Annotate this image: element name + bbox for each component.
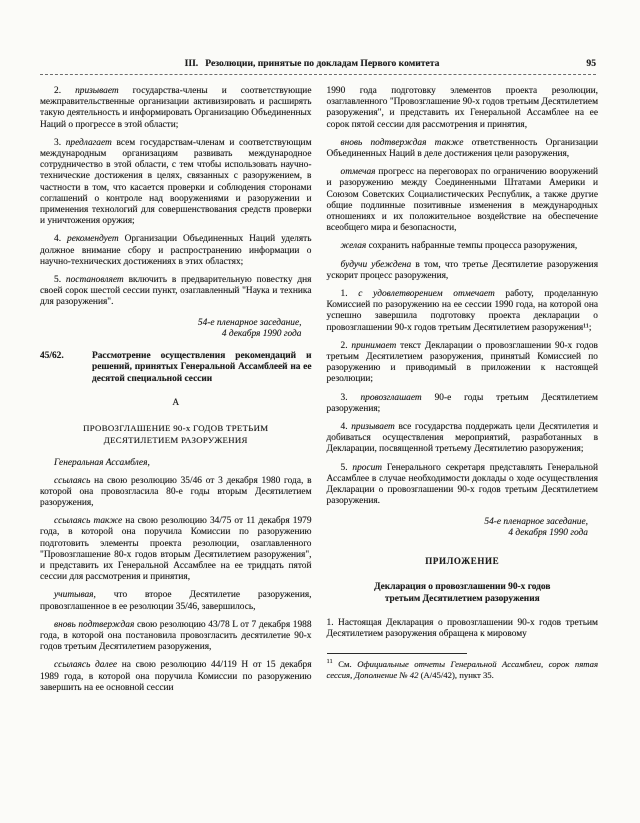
preambular-paragraph — [40, 516, 312, 583]
resolution-heading — [40, 351, 312, 386]
paragraph-lead: призывает — [347, 422, 395, 433]
paragraph-lead: предлагает — [61, 137, 112, 148]
paragraph-text: на свою резолюцию 34/75 от 11 декабря 1979 года, в которой она поручила Комиссии по разоружению подготовить элементы проекта резолюции, озаглавленного "Провозглашение 80-х годов вторым Десятилетием разоружения", и представить их Генеральной Ассамблее на ее тридцать пятой сессии для рассмотрения и принятия, — [40, 516, 312, 583]
paragraph-text: ответственность Организации Объединенных Наций в деле достижения цели разоружения, — [326, 137, 598, 160]
paragraph-lead: призывает — [61, 86, 119, 96]
annex-subtitle: Декларация о провозглашении 90-х годов третьим Десятилетием разоружения — [374, 581, 551, 604]
resolution-title: Рассмотрение осуществления рекомендаций и решений, принятых Генеральной Ассамблеей на ее десятой специальной сессии — [92, 350, 312, 384]
paragraph-lead: просит — [347, 462, 383, 473]
preambular-paragraph — [40, 660, 312, 694]
paragraph-text: что второе Десятилетие разоружения, провозглашенное в ее резолюции 35/46, завершилось, — [40, 590, 312, 612]
paragraph-text: свою резолюцию 43/78 L от 7 декабря 1988 года, в которой она постановила провозгласить десятилетие 90-х годов третьим Десятилетием разоружения, — [40, 619, 312, 653]
footnote — [327, 659, 599, 680]
two-column-text-body — [40, 86, 598, 823]
operative-paragraph-1 — [327, 289, 599, 334]
paragraph-lead: провозглашает — [347, 392, 422, 403]
paragraph-lead: ссылаясь также — [54, 516, 123, 527]
paragraph-lead: принимает — [347, 340, 397, 351]
footnote-prefix: См. — [332, 659, 358, 670]
paragraph-lead: желая — [340, 241, 367, 252]
preambular-paragraph — [327, 241, 599, 252]
footnote-separator-rule — [327, 653, 467, 654]
annex-paragraph-1 — [327, 618, 599, 640]
paragraph-lead: будучи убеждена — [340, 259, 412, 270]
paragraph-text: прогресс на переговорах по ограничению вооружений и разоружению между Соединенными Штатами Америки и Союзом Советских Социалистических Республик, а также другие общие подлинные позитивные изменения в международных отношениях и их положительное воздействие на обеспечение всеобщего мира и безопасности, — [326, 167, 598, 234]
preambular-paragraph — [40, 476, 312, 510]
paragraph-number: 5. — [54, 275, 62, 286]
running-head-text: Резолюции, принятые по докладам Первого комитета — [205, 58, 440, 69]
paragraph-text: Организации Объединенных Наций уделять должное внимание сбору и распространению информации о научно-технических достижениях в этих областях; — [40, 234, 312, 267]
paragraph-text: 90-е годы третьим Десятилетием разоружения; — [326, 392, 598, 414]
paragraph-lead: вновь подтверждая — [54, 619, 135, 630]
preambular-paragraph — [327, 138, 599, 160]
paragraph-text: Генерального секретаря представлять Генеральной Ассамблее в случае необходимости доклады о ходе осуществления Декларации о провозглашении 90-х годов третьим Десятилетием разоружения. — [326, 462, 598, 507]
operative-paragraph-2 — [40, 86, 312, 131]
paragraph-text: на свою резолюцию 44/119 H от 15 декабря 1989 года, в которой она поручила Комиссии по разоружению завершить на ее основной сессии — [40, 660, 312, 693]
footnote-text: (А/45/42), пункт 35. — [418, 669, 494, 680]
meeting-line: 54-е пленарное заседание, — [484, 516, 588, 527]
paragraph-lead: учитывая, — [54, 590, 96, 601]
running-header — [40, 58, 596, 69]
footnote-source-title: Официальные отчеты Генеральной Ассамблеи, сорок пятая сессия, Дополнение № 42 — [326, 659, 598, 680]
meeting-signature-block — [40, 318, 302, 341]
part-letter: А — [172, 398, 180, 409]
page-number: 95 — [586, 58, 596, 69]
part-title: ПРОВОЗГЛАШЕНИЕ 90-х ГОДОВ ТРЕТЬИМ ДЕСЯТИЛЕТИЕМ РАЗОРУЖЕНИЯ — [83, 423, 269, 446]
preambular-paragraph — [40, 620, 312, 654]
paragraph-lead: с удовлетворением отмечает — [347, 289, 495, 300]
paragraph-text: сохранить набранные темпы процесса разоружения, — [366, 241, 578, 252]
operative-paragraph-3 — [327, 393, 599, 415]
preambular-paragraph — [327, 260, 599, 282]
paragraph-number: 2. — [54, 86, 62, 96]
paragraph-number: 2. — [340, 340, 348, 351]
paragraph-number: 5. — [340, 462, 348, 473]
operative-paragraph-3 — [40, 138, 312, 228]
running-head-title — [40, 58, 566, 69]
paragraph-lead: ссылаясь далее — [54, 660, 118, 671]
column-right — [327, 86, 599, 823]
actor-line: Генеральная Ассамблея, — [54, 458, 150, 469]
resolution-number: 45/62. — [40, 350, 64, 361]
operative-paragraph-4 — [40, 234, 312, 268]
operative-paragraph-4 — [327, 422, 599, 456]
paragraph-lead: ссылаясь — [54, 475, 91, 486]
paragraph-number: 1. — [326, 617, 334, 628]
paragraph-number: 3. — [340, 392, 348, 403]
column-left — [40, 86, 312, 823]
paragraph-number: 3. — [54, 137, 62, 148]
running-head-section-number: III. — [184, 58, 199, 69]
paragraph-lead: рекомендует — [61, 234, 119, 245]
header-separator-rule — [40, 74, 596, 75]
operative-paragraph-5 — [40, 275, 312, 309]
annex-title: ПРИЛОЖЕНИЕ — [425, 555, 500, 566]
paragraph-text: Настоящая Декларация о провозглашении 90-х годов третьим Десятилетием разоружения обращена к мировому — [326, 617, 598, 639]
paragraph-text: работу, проделанную Комиссией по разоружению на ее сессии 1990 года, на которой она успешно завершила подготовку проекта декларации о провозглашении 90-х годов третьим Десятилетием разоружения¹¹; — [326, 289, 598, 333]
paragraph-text: в том, что третье Десятилетие разоружения ускорит процесс разоружения, — [326, 259, 599, 281]
paragraph-text: на свою резолюцию 35/46 от 3 декабря 1980 года, в которой она провозгласила 80-е годы вторым Десятилетием разоружения, — [40, 475, 312, 508]
paragraph-number: 4. — [54, 234, 62, 245]
preambular-paragraph — [327, 167, 599, 234]
paragraph-text: текст Декларации о провозглашении 90-х годов третьим Десятилетием разоружения, принятый Комиссией по разоружению и приводимый в приложении к настоящей резолюции; — [326, 340, 598, 385]
paragraph-text: всем государствам-членам и соответствующим международным организациям развивать международное сотрудничество в этой области, с тем чтобы использовать научно-технические достижения в целях, связанных с разоружением, в частности в том, что касается проверки и соблюдения сторонами соглашений о контроле над вооружениями и разоружении и применения технологий для совершенствования средств проверки и уничтожения оружия; — [40, 137, 312, 227]
paragraph-text: все государства поддержать цели Десятилетия и добиваться осуществления мероприятий, разработанных в Декларации, посвященной третьему Десятилетию разоружения; — [326, 422, 598, 455]
continuation-paragraph: 1990 года подготовку элементов проекта резолюции, озаглавленного "Провозглашение 90-х годов третьим Десятилетием разоружения", и представить их Генеральной Ассамблее на ее сорок пятой сессии для рассмотрения и принятия, — [326, 86, 598, 130]
paragraph-lead: отмечая — [340, 167, 376, 178]
meeting-line: 54-е пленарное заседание, — [197, 317, 302, 328]
operative-paragraph-2 — [327, 341, 599, 386]
paragraph-number: 4. — [340, 422, 348, 433]
meeting-date: 4 декабря 1990 года — [221, 329, 302, 340]
preambular-paragraph — [40, 590, 312, 612]
paragraph-text: государства-члены и соответствующие межправительственные организации активизировать и расширять такую деятельность и информировать Организацию Объединенных Наций о прогрессе в этой области; — [40, 86, 312, 130]
paragraph-lead: вновь подтверждая также — [340, 137, 464, 148]
meeting-date: 4 декабря 1990 года — [508, 528, 588, 538]
paragraph-number: 1. — [340, 289, 348, 300]
paragraph-text: включить в предварительную повестку дня своей сорок шестой сессии пункт, озаглавленный "Наука и техника для разоружения". — [40, 275, 312, 308]
paragraph-lead: постановляет — [61, 275, 124, 286]
operative-paragraph-5 — [327, 463, 599, 508]
meeting-signature-block — [327, 517, 589, 540]
footnote-marker: 11 — [326, 658, 333, 666]
